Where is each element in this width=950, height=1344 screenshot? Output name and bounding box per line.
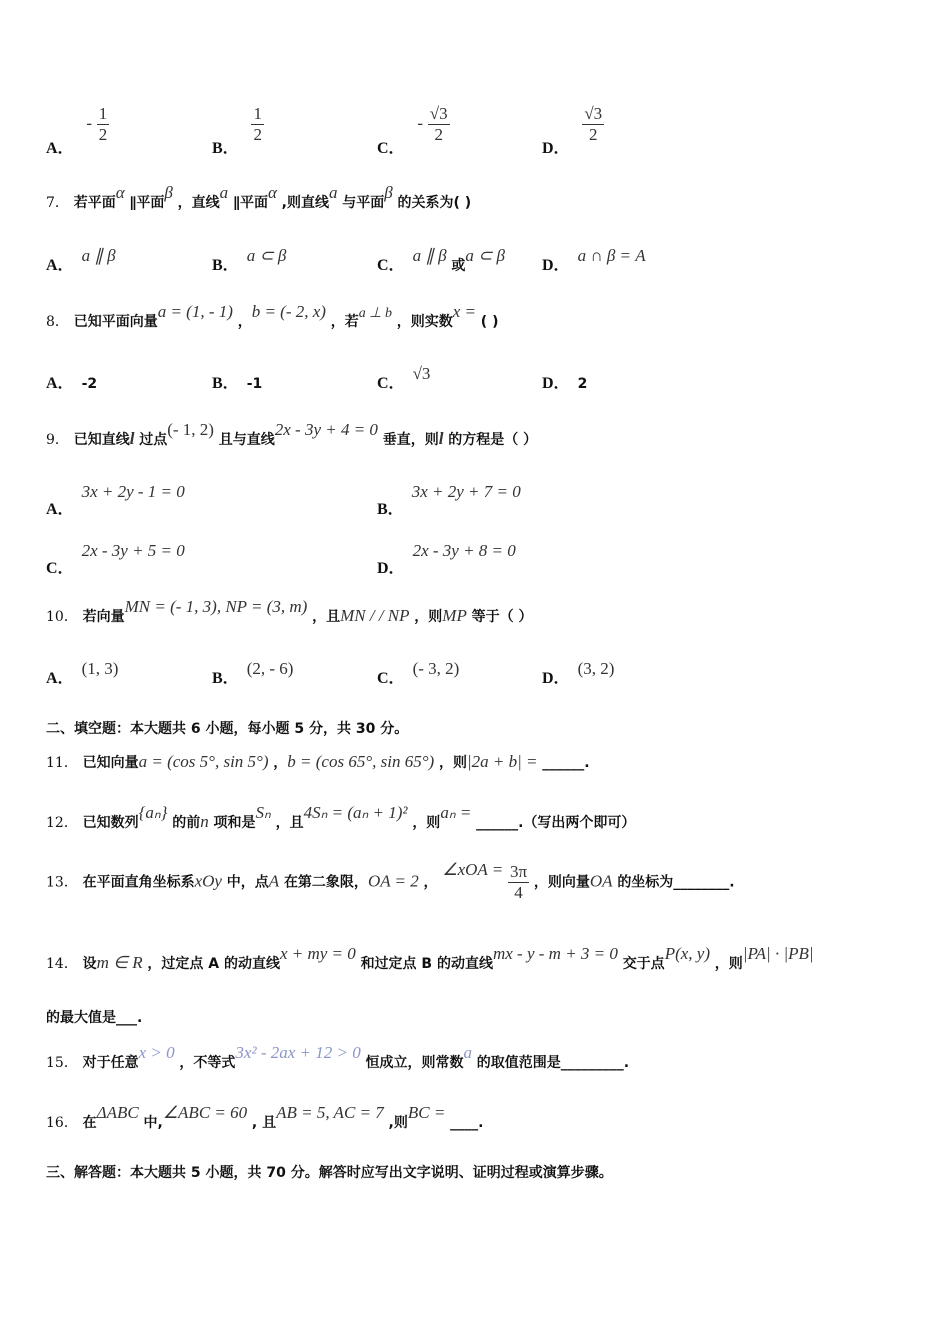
text-fragment: |2a + b| =: [466, 752, 538, 771]
text-fragment: B．: [212, 257, 239, 274]
fraction: [97, 104, 110, 145]
q6-option-c: [377, 104, 450, 157]
q7-option-c: [377, 246, 506, 275]
text-fragment: 2: [589, 125, 598, 144]
q8-option-c: [377, 364, 431, 393]
text-fragment: m ∈ R: [96, 953, 143, 972]
text-fragment: A．: [46, 501, 74, 518]
text-fragment: 1: [98, 104, 108, 123]
question-10: [46, 597, 910, 626]
q7-option-d: [542, 246, 646, 275]
text-fragment: 恒成立，则常数: [365, 1055, 464, 1071]
text-fragment: ，: [273, 755, 288, 771]
text-fragment: a ∥ β: [412, 246, 447, 265]
text-fragment: D．: [542, 375, 570, 392]
text-fragment: 2x - 3y + 4 = 0: [274, 420, 378, 439]
text-fragment: MP: [442, 606, 467, 625]
text-fragment: B．: [212, 670, 239, 687]
text-fragment: 中，点: [226, 874, 269, 891]
q8-option-a: [46, 370, 97, 393]
answer-blank: ______.（写出两个即可）: [476, 815, 636, 831]
text-fragment: A．: [46, 670, 74, 687]
q6-option-a: [46, 104, 109, 157]
text-fragment: ∠ABC = 60: [162, 1103, 248, 1122]
text-fragment: α: [115, 183, 125, 202]
text-fragment: ，过定点 A 的动直线: [147, 956, 280, 972]
text-fragment: 已知数列: [82, 815, 139, 831]
text-fragment: x > 0: [138, 1043, 175, 1062]
text-fragment: a = (1, - 1): [157, 302, 233, 321]
text-fragment: C．: [377, 670, 405, 687]
text-fragment: ，则: [414, 609, 443, 625]
text-fragment: ，且: [275, 815, 304, 831]
text-fragment: ，则: [412, 815, 441, 831]
text-fragment: a: [219, 183, 229, 202]
text-fragment: mx - y - m + 3 = 0: [492, 944, 618, 963]
text-fragment: 的前: [172, 815, 201, 831]
text-fragment: 和过定点 B 的动直线: [360, 956, 493, 972]
text-fragment: l: [438, 429, 444, 448]
text-fragment: 已知平面向量: [73, 314, 158, 330]
text-fragment: A．: [46, 257, 74, 274]
text-fragment: ，不等式: [179, 1055, 236, 1071]
text-fragment: 14．: [46, 956, 78, 972]
text-fragment: 交于点: [622, 956, 665, 972]
text-fragment: 11．: [46, 755, 78, 771]
text-fragment: |PA| · |PB|: [742, 944, 814, 963]
question-7: [46, 183, 910, 212]
text-fragment: MN / / NP: [340, 606, 410, 625]
text-fragment: (- 1, 2): [167, 420, 214, 439]
question-12: [46, 803, 910, 832]
option-label: B．: [212, 139, 239, 157]
text-fragment: 2: [577, 376, 588, 392]
text-fragment: a: [329, 183, 338, 202]
text-fragment: 7．: [46, 195, 69, 211]
text-fragment: √3: [584, 104, 603, 123]
text-fragment: 在平面直角坐标系: [82, 874, 195, 891]
text-fragment: AB = 5, AC = 7: [276, 1103, 384, 1122]
text-fragment: xOy: [194, 871, 222, 891]
answer-blank: 的坐标为________.: [617, 874, 735, 891]
text-fragment: C．: [46, 560, 74, 577]
text-fragment: (- 3, 2): [412, 659, 460, 678]
text-fragment: 4Sₙ = (aₙ + 1)²: [303, 803, 408, 822]
text-fragment: ，且: [312, 609, 341, 625]
text-fragment: 若平面: [73, 195, 116, 211]
text-fragment: {aₙ}: [138, 803, 168, 822]
q9-option-d: [377, 541, 516, 577]
text-fragment: A: [268, 871, 280, 891]
text-fragment: 12．: [46, 815, 78, 831]
q8-option-d: [542, 370, 587, 393]
q7-option-a: [46, 246, 116, 275]
text-fragment: 对于任意: [82, 1055, 139, 1071]
text-fragment: ，则: [714, 956, 743, 972]
text-fragment: 3x² - 2ax + 12 > 0: [235, 1043, 361, 1062]
text-fragment: 垂直，则: [382, 432, 439, 448]
text-fragment: BC =: [407, 1103, 446, 1122]
text-fragment: ΔABC: [96, 1103, 139, 1122]
text-fragment: ,则: [388, 1115, 408, 1131]
text-fragment: 13．: [46, 874, 78, 891]
text-fragment: OA: [589, 871, 613, 891]
text-fragment: 的关系为( ): [397, 195, 472, 211]
text-fragment: 且与直线: [218, 432, 275, 448]
text-fragment: ，则: [438, 755, 467, 771]
option-sign: -: [417, 113, 424, 133]
answer-blank: ____.: [450, 1115, 484, 1131]
text-fragment: B．: [212, 375, 239, 392]
q10-option-c: [377, 659, 460, 688]
fraction-3pi-over-4: [508, 862, 529, 903]
section-heading-fill-in: 二、填空题：本大题共 6 小题，每小题 5 分，共 30 分。: [46, 721, 409, 737]
question-14: [46, 944, 910, 973]
text-fragment: a ⊂ β: [465, 246, 506, 265]
text-fragment: ( ): [480, 314, 499, 330]
q6-option-d: [542, 104, 604, 157]
text-fragment: 2: [434, 125, 443, 144]
text-fragment: OA = 2: [367, 871, 419, 891]
text-fragment: D．: [377, 560, 405, 577]
question-15: [46, 1043, 910, 1072]
text-fragment: a ⊂ β: [246, 246, 287, 265]
question-16: [46, 1103, 910, 1132]
option-label: D．: [542, 139, 570, 157]
q10-option-b: [212, 659, 294, 688]
text-fragment: 4: [514, 883, 523, 902]
text-fragment: ，若: [330, 314, 359, 330]
fraction: [428, 104, 450, 145]
text-fragment: aₙ =: [440, 803, 472, 822]
text-fragment: B．: [377, 501, 404, 518]
text-fragment: (2, - 6): [246, 659, 294, 678]
option-label: A．: [46, 139, 74, 157]
answer-blank: ______.: [542, 755, 590, 771]
q10-option-d: [542, 659, 615, 688]
text-fragment: 项和是: [213, 815, 256, 831]
text-fragment: x =: [452, 302, 477, 321]
text-fragment: 1: [253, 104, 262, 123]
text-fragment: 10．: [46, 609, 78, 625]
text-fragment: 3π: [509, 862, 528, 881]
text-fragment: 在第二象限，: [283, 874, 368, 891]
text-fragment: 2x - 3y + 8 = 0: [412, 541, 516, 560]
text-fragment: n: [200, 812, 209, 831]
answer-blank: 的最大值是___.: [46, 1010, 143, 1026]
text-fragment: A．: [46, 375, 74, 392]
text-fragment: 3x + 2y + 7 = 0: [411, 482, 521, 501]
text-fragment: 16．: [46, 1115, 78, 1131]
text-fragment: ∠xOA =: [442, 859, 504, 879]
text-fragment: 2: [98, 125, 108, 144]
text-fragment: √3: [429, 104, 448, 123]
text-fragment: 2x - 3y + 5 = 0: [81, 541, 185, 560]
q6-option-b: [212, 104, 264, 157]
text-fragment: (1, 3): [81, 659, 119, 678]
q9-option-a: [46, 482, 185, 518]
text-fragment: β: [164, 183, 173, 202]
text-fragment: 过点: [139, 432, 168, 448]
text-fragment: 或: [451, 258, 466, 274]
text-fragment: 设: [82, 956, 97, 972]
question-8: [46, 302, 910, 331]
q10-option-a: [46, 659, 119, 688]
text-fragment: l: [129, 429, 135, 448]
text-fragment: , 且: [251, 1115, 277, 1131]
text-fragment: 15．: [46, 1055, 78, 1071]
text-fragment: a: [463, 1043, 472, 1062]
text-fragment: β: [384, 183, 393, 202]
text-fragment: C．: [377, 375, 405, 392]
text-fragment: 若向量: [82, 609, 125, 625]
text-fragment: 8．: [46, 314, 69, 330]
text-fragment: a = (cos 5°, sin 5°): [138, 752, 269, 771]
text-fragment: 的方程是（ ）: [448, 432, 538, 448]
q7-option-b: [212, 246, 287, 275]
text-fragment: -1: [246, 376, 263, 392]
q9-option-b: [377, 482, 521, 518]
option-label: C．: [377, 139, 405, 157]
answer-blank: 的取值范围是_________.: [476, 1055, 630, 1071]
text-fragment: 在: [82, 1115, 97, 1131]
q8-option-b: [212, 370, 262, 393]
question-14-continued: [46, 1007, 910, 1027]
text-fragment: (3, 2): [577, 659, 615, 678]
text-fragment: a ∥ β: [81, 246, 116, 265]
text-fragment: D．: [542, 670, 570, 687]
text-fragment: ，: [423, 874, 438, 891]
text-fragment: ∥平面: [232, 195, 268, 211]
text-fragment: D．: [542, 257, 570, 274]
question-9: [46, 420, 910, 449]
text-fragment: MN = (- 1, 3), NP = (3, m): [124, 597, 308, 616]
text-fragment: ，直线: [177, 195, 220, 211]
text-fragment: b = (cos 65°, sin 65°): [287, 752, 435, 771]
text-fragment: C．: [377, 257, 405, 274]
text-fragment: √3: [412, 364, 431, 383]
fraction: [251, 104, 264, 145]
section-heading-solutions: 三、解答题：本大题共 5 小题，共 70 分。解答时应写出文字说明、证明过程或演算步骤。: [46, 1165, 613, 1181]
text-fragment: ，则实数: [396, 314, 453, 330]
text-fragment: 等于（ ）: [471, 609, 533, 625]
text-fragment: 中,: [143, 1115, 163, 1131]
text-fragment: b = (- 2, x): [251, 302, 326, 321]
text-fragment: -2: [81, 376, 98, 392]
text-fragment: Sₙ: [255, 803, 271, 822]
text-fragment: ，则向量: [533, 874, 590, 891]
text-fragment: a ⊥ b: [358, 306, 392, 321]
text-fragment: ∥平面: [129, 195, 165, 211]
option-sign: -: [86, 113, 93, 133]
text-fragment: x + my = 0: [279, 944, 356, 963]
question-11: [46, 752, 910, 772]
text-fragment: P(x, y): [664, 944, 710, 963]
fraction: [582, 104, 604, 145]
text-fragment: 3x + 2y - 1 = 0: [81, 482, 185, 501]
text-fragment: 与平面: [342, 195, 385, 211]
text-fragment: ，: [237, 314, 252, 330]
text-fragment: ,则直线: [281, 195, 329, 211]
text-fragment: 已知直线: [73, 432, 130, 448]
q9-option-c: [46, 541, 185, 577]
text-fragment: a ∩ β = A: [577, 246, 646, 265]
text-fragment: α: [267, 183, 277, 202]
question-13: [46, 859, 910, 903]
text-fragment: 2: [253, 125, 262, 144]
text-fragment: 已知向量: [82, 755, 139, 771]
text-fragment: 9．: [46, 432, 69, 448]
